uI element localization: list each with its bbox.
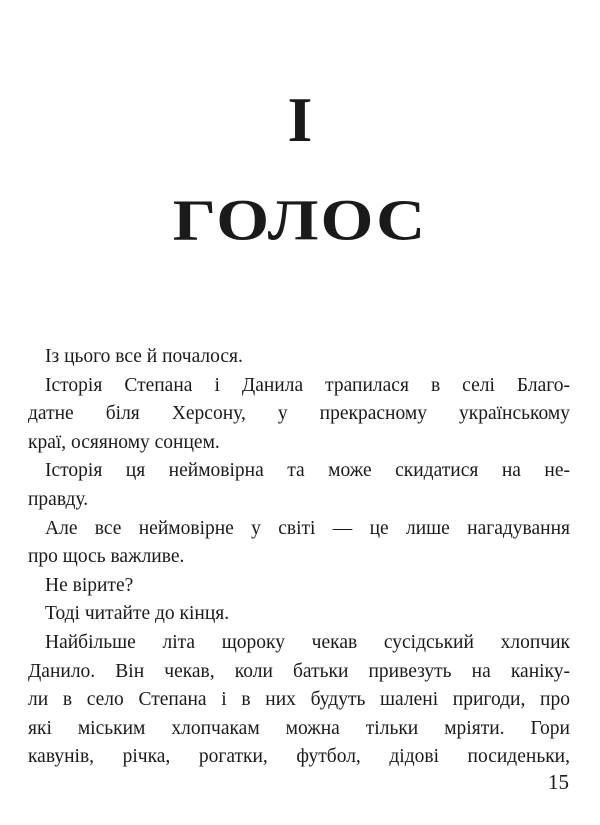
text-line: правду. <box>28 488 89 510</box>
chapter-number: І <box>287 84 313 155</box>
text-line: кавунів, річка, рогатки, футбол, дідові посиденьки, <box>28 746 570 768</box>
text-line: про щось важливе. <box>28 546 185 568</box>
text-line: Історія ця неймовірна та може скидатися на не- <box>45 460 570 482</box>
text-line: Історія Степана і Данила трапилася в селі Благо- <box>45 374 570 396</box>
text-line: Але все неймовірне у світі — це лише нагадування <box>45 517 570 539</box>
text-line: які міським хлопчакам можна тільки мріяти. Гори <box>28 717 570 739</box>
text-line: Тоді читайте до кінця. <box>45 603 230 625</box>
text-line: Із цього все й почалося. <box>45 346 243 367</box>
text-line: Найбільше літа щороку чекав сусідський хлопчик <box>45 631 570 653</box>
body-text <box>28 343 570 772</box>
text-line: Не вірите? <box>45 574 134 596</box>
chapter-title: ГОЛОС <box>172 187 428 253</box>
text-line: Данило. Він чекав, коли батьки привезуть на каніку- <box>28 660 570 682</box>
text-line: краї, осяяному сонцем. <box>28 431 220 453</box>
page-number: 15 <box>548 770 569 794</box>
text-line: датне біля Херсону, у прекрасному українському <box>28 403 570 425</box>
text-line: ли в село Степана і в них будуть шалені пригоди, про <box>28 689 570 711</box>
